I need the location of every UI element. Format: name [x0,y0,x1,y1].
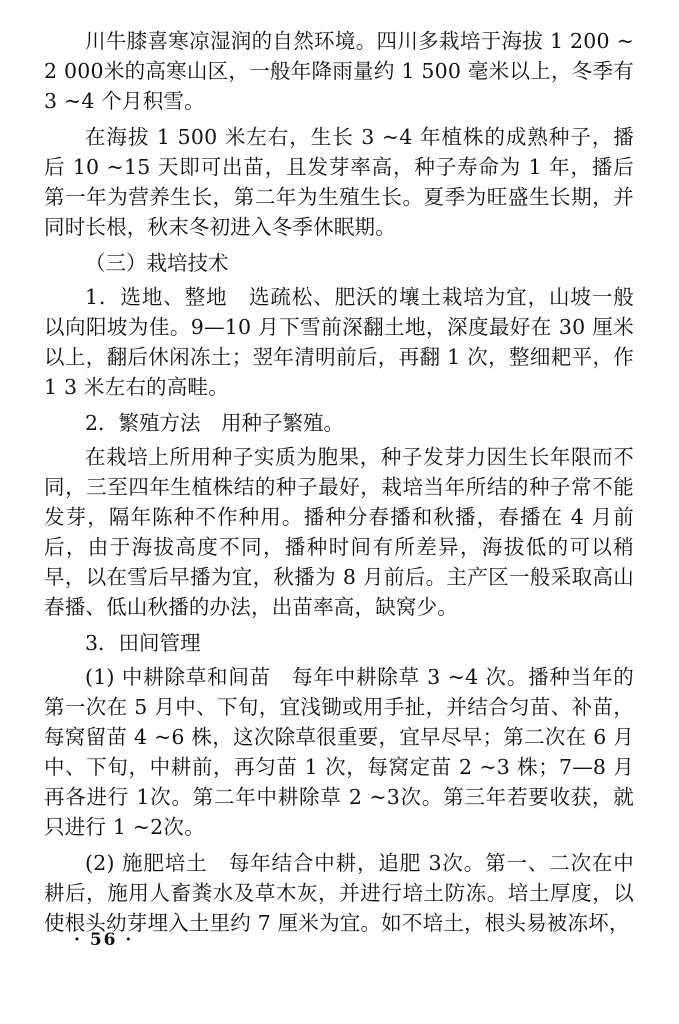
section-heading-cultivation: （三）栽培技术 [85,251,229,275]
body-text [44,26,634,944]
paragraph-environment: 川牛膝喜寒凉湿润的自然环境。四川多栽培于海拔 1 200 ~ 2 000米的高寒山区，一般年降雨量约 1 500 毫米以上，冬季有 3 ~4 个月积雪。 [44,29,634,113]
paragraph-weeding: (1) 中耕除草和间苗 每年中耕除草 3 ~4 次。播种当年的第一次在 5 月中、下旬，宜浅锄或用手扯，并结合匀苗、补苗，每窝留苗 4 ~6 株，这次除草很重要，宜早尽早；第二次在 6 月中、下旬，中耕前，再匀苗 1 次，每窝定苗 2 ~3 株；7—8 月再各进行 1次。第二年中耕除草 2 ~3次。第三年若要收获，就只进行 1 ~2次。 [44,665,634,839]
page-number: · 56 · [74,930,134,950]
paragraph-site-selection: 1．选地、整地 选疏松、肥沃的壤土栽培为宜，山坡一般以向阳坡为佳。9—10 月下雪前深翻土地，深度最好在 30 厘米以上，翻后休闲冻土；翌年清明前后，再翻 1 次，整细耙平，作 1 3 米左右的高畦。 [44,285,634,399]
paragraph-fertilizing: (2) 施肥培土 每年结合中耕，追肥 3次。第一、二次在中耕后，施用人畜粪水及草木灰，并进行培土防冻。培土厚度，以使根头幼芽埋入土里约 7 厘米为宜。如不培土，根头易被冻坏， [44,851,634,935]
subheading-field-management: 3．田间管理 [85,631,201,655]
paragraph-growth: 在海拔 1 500 米左右，生长 3 ~4 年植株的成熟种子，播后 10 ~15 天即可出苗，且发芽率高，种子寿命为 1 年，播后第一年为营养生长，第二年为生殖生长。夏季为旺盛生长期，并同时长根，秋末冬初进入冬季休眠期。 [44,125,634,239]
paragraph-seeds: 在栽培上所用种子实质为胞果，种子发芽力因生长年限而不同，三至四年生植株结的种子最好，栽培当年所结的种子常不能发芽，隔年陈种不作种用。播种分春播和秋播，春播在 4 月前后，由于海拔高度不同，播种时间有所差异，海拔低的可以稍早，以在雪后早播为宜，秋播为 8 月前后。主产区一般采取高山春播、低山秋播的办法，出苗率高，缺窝少。 [44,445,634,619]
subheading-propagation: 2．繁殖方法 用种子繁殖。 [85,411,345,435]
